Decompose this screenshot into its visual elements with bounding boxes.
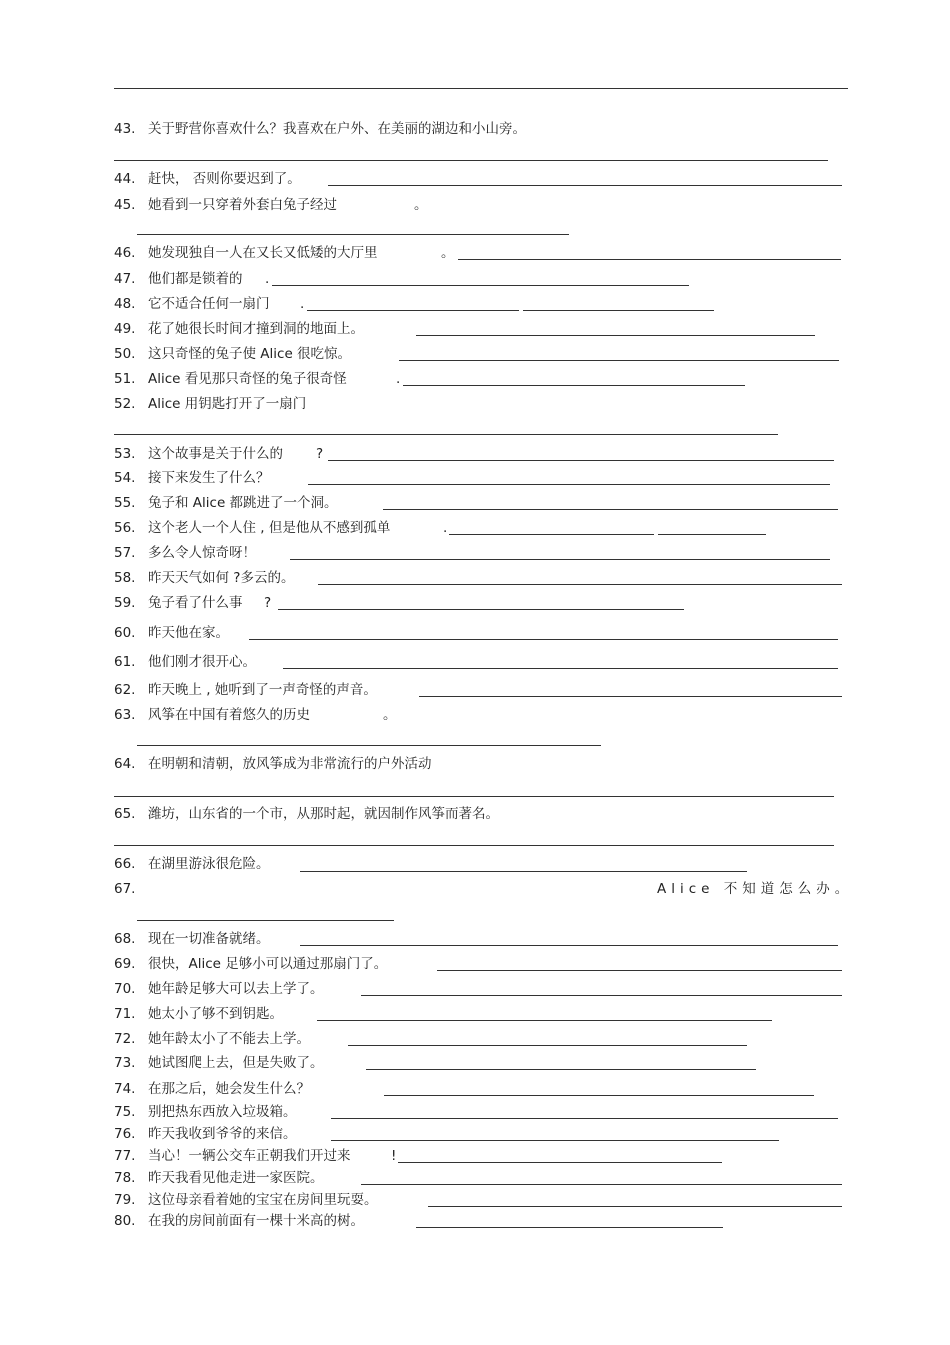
question-55 — [114, 494, 338, 512]
answer-line-78[interactable] — [361, 1184, 842, 1185]
answer-line-44[interactable] — [328, 185, 842, 186]
question-63-punct: 。 — [383, 707, 397, 723]
question-prompt: Alice 看见那只奇怪的兔子很奇怪 — [148, 371, 347, 387]
question-number: 76. — [114, 1126, 136, 1142]
question-prompt: 花了她很长时间才撞到洞的地面上。 — [148, 321, 364, 337]
question-49 — [114, 320, 364, 338]
question-43 — [114, 120, 526, 138]
answer-line-61[interactable] — [283, 668, 838, 669]
question-number: 64. — [114, 756, 136, 772]
question-prompt: 兔子和 Alice 都跳进了一个洞。 — [148, 495, 338, 511]
question-number: 55. — [114, 495, 136, 511]
question-63 — [114, 706, 310, 724]
question-prompt: 多么令人惊奇呀！ — [148, 545, 256, 561]
answer-line-58[interactable] — [318, 584, 842, 585]
question-prompt: 当心！一辆公交车正朝我们开过来 — [148, 1148, 351, 1164]
question-prompt: 它不适合任何一扇门 — [148, 296, 270, 312]
answer-line-70[interactable] — [361, 995, 842, 996]
question-number: 73. — [114, 1055, 136, 1071]
question-prompt: 在我的房间前面有一棵十米高的树。 — [148, 1213, 364, 1229]
question-number: 48. — [114, 296, 136, 312]
question-65 — [114, 805, 499, 823]
answer-line-66[interactable] — [300, 871, 747, 872]
answer-line-79[interactable] — [428, 1206, 842, 1207]
answer-line-46[interactable] — [458, 259, 841, 260]
question-prompt: 在那之后，她会发生什么？ — [148, 1081, 310, 1097]
question-prompt: 潍坊，山东省的一个市，从那时起，就因制作风筝而著名。 — [148, 806, 499, 822]
answer-line-80[interactable] — [416, 1227, 723, 1228]
question-number: 61. — [114, 654, 136, 670]
question-70 — [114, 980, 324, 998]
question-number: 51. — [114, 371, 136, 387]
question-prompt: Alice 用钥匙打开了一扇门 — [148, 396, 307, 412]
question-prompt: 现在一切准备就绪。 — [148, 931, 270, 947]
question-62 — [114, 681, 377, 699]
question-56-punct: . — [443, 520, 448, 536]
question-prompt: 这只奇怪的兔子使 Alice 很吃惊。 — [148, 346, 352, 362]
question-number: 50. — [114, 346, 136, 362]
answer-line-56a[interactable] — [449, 534, 654, 535]
question-64 — [114, 755, 432, 773]
question-number: 53. — [114, 446, 136, 462]
question-prompt: 接下来发生了什么？ — [148, 470, 270, 486]
question-44 — [114, 170, 301, 188]
question-78 — [114, 1169, 324, 1187]
answer-line-76[interactable] — [331, 1140, 779, 1141]
question-number: 47. — [114, 271, 136, 287]
question-number: 57. — [114, 545, 136, 561]
answer-line-75[interactable] — [331, 1118, 838, 1119]
question-prompt: 在明朝和清朝，放风筝成为非常流行的户外活动 — [148, 756, 432, 772]
question-76 — [114, 1125, 297, 1143]
question-60 — [114, 624, 229, 642]
question-number: 80. — [114, 1213, 136, 1229]
question-67-prompt: Alice 不知道怎么办。 — [657, 881, 854, 897]
question-number: 46. — [114, 245, 136, 261]
answer-line-50[interactable] — [399, 360, 839, 361]
question-number: 68. — [114, 931, 136, 947]
question-prompt: 她年龄足够大可以去上学了。 — [148, 981, 324, 997]
question-47-punct: . — [265, 271, 270, 287]
question-number: 44. — [114, 171, 136, 187]
question-80 — [114, 1212, 364, 1230]
question-51 — [114, 370, 347, 388]
answer-line-60[interactable] — [249, 639, 838, 640]
question-45 — [114, 196, 337, 214]
question-46-punct: 。 — [441, 245, 455, 261]
question-number: 62. — [114, 682, 136, 698]
question-number: 67. — [114, 881, 136, 897]
question-73 — [114, 1054, 324, 1072]
question-number: 70. — [114, 981, 136, 997]
question-number: 49. — [114, 321, 136, 337]
page-top-rule — [114, 88, 848, 89]
question-48 — [114, 295, 270, 313]
question-75 — [114, 1103, 297, 1121]
question-prompt: 这位母亲看着她的宝宝在房间里玩耍。 — [148, 1192, 378, 1208]
question-prompt: 他们都是锁着的 — [148, 271, 243, 287]
question-number: 60. — [114, 625, 136, 641]
answer-line-47[interactable] — [272, 285, 689, 286]
question-48-punct: . — [300, 296, 305, 312]
question-54 — [114, 469, 270, 487]
question-prompt: 这个故事是关于什么的 — [148, 446, 283, 462]
answer-line-43[interactable] — [114, 160, 828, 161]
question-number: 54. — [114, 470, 136, 486]
question-50 — [114, 345, 351, 363]
answer-line-53[interactable] — [328, 460, 834, 461]
question-prompt: 他们刚才很开心。 — [148, 654, 256, 670]
question-prompt: 昨天我看见他走进一家医院。 — [148, 1170, 324, 1186]
question-52 — [114, 395, 306, 413]
question-number: 71. — [114, 1006, 136, 1022]
question-prompt: 兔子看了什么事 — [148, 595, 243, 611]
question-prompt: 别把热东西放入垃圾箱。 — [148, 1104, 297, 1120]
question-67 — [114, 880, 148, 898]
answer-line-57[interactable] — [290, 559, 830, 560]
question-53-punct: ? — [316, 446, 324, 462]
answer-line-71[interactable] — [317, 1020, 772, 1021]
question-71 — [114, 1005, 283, 1023]
question-79 — [114, 1191, 378, 1209]
question-prompt: 赶快， 否则你要迟到了。 — [148, 171, 301, 187]
question-prompt: 昨天我收到爷爷的来信。 — [148, 1126, 297, 1142]
question-number: 78. — [114, 1170, 136, 1186]
question-prompt: 关于野营你喜欢什么？我喜欢在户外、在美丽的湖边和小山旁。 — [148, 121, 526, 137]
question-68 — [114, 930, 270, 948]
question-46 — [114, 244, 378, 262]
question-number: 43. — [114, 121, 136, 137]
question-59 — [114, 594, 243, 612]
question-77-punct: ! — [391, 1148, 397, 1164]
question-53 — [114, 445, 283, 463]
question-66 — [114, 855, 270, 873]
question-number: 79. — [114, 1192, 136, 1208]
question-number: 72. — [114, 1031, 136, 1047]
question-number: 56. — [114, 520, 136, 536]
question-61 — [114, 653, 256, 671]
question-number: 77. — [114, 1148, 136, 1164]
question-prompt: 风筝在中国有着悠久的历史 — [148, 707, 310, 723]
answer-line-59[interactable] — [278, 609, 684, 610]
question-number: 59. — [114, 595, 136, 611]
question-77 — [114, 1147, 351, 1165]
question-prompt: 这个老人一个人住 , 但是他从不感到孤单 — [148, 520, 391, 536]
answer-line-52[interactable] — [114, 434, 778, 435]
answer-line-45[interactable] — [137, 234, 569, 235]
answer-line-65[interactable] — [114, 845, 834, 846]
question-prompt: 昨天晚上 , 她听到了一声奇怪的声音。 — [148, 682, 377, 698]
answer-line-54[interactable] — [308, 484, 830, 485]
question-prompt: 她太小了够不到钥匙。 — [148, 1006, 283, 1022]
question-number: 63. — [114, 707, 136, 723]
question-number: 45. — [114, 197, 136, 213]
answer-line-48a[interactable] — [307, 310, 519, 311]
question-number: 58. — [114, 570, 136, 586]
question-58 — [114, 569, 294, 587]
answer-line-63[interactable] — [137, 745, 601, 746]
question-72 — [114, 1030, 310, 1048]
answer-line-67[interactable] — [137, 920, 394, 921]
question-51-punct: . — [396, 371, 401, 387]
question-prompt: 昨天他在家。 — [148, 625, 229, 641]
question-69 — [114, 955, 387, 973]
answer-line-62[interactable] — [419, 696, 842, 697]
question-prompt: 她看到一只穿着外套白兔子经过 — [148, 197, 337, 213]
answer-line-48b[interactable] — [523, 310, 714, 311]
question-number: 66. — [114, 856, 136, 872]
question-prompt: 她试图爬上去，但是失败了。 — [148, 1055, 324, 1071]
question-prompt: 很快，Alice 足够小可以通过那扇门了。 — [148, 956, 388, 972]
question-prompt: 昨天天气如何 ?多云的。 — [148, 570, 295, 586]
question-74 — [114, 1080, 310, 1098]
answer-line-68[interactable] — [300, 945, 838, 946]
answer-line-51[interactable] — [403, 385, 745, 386]
question-47 — [114, 270, 243, 288]
answer-line-56b[interactable] — [658, 534, 766, 535]
question-number: 65. — [114, 806, 136, 822]
question-prompt: 她发现独自一人在又长又低矮的大厅里 — [148, 245, 378, 261]
answer-line-72[interactable] — [348, 1045, 747, 1046]
question-number: 74. — [114, 1081, 136, 1097]
question-56 — [114, 519, 390, 537]
question-number: 69. — [114, 956, 136, 972]
question-59-punct: ? — [264, 595, 272, 611]
answer-line-74[interactable] — [384, 1095, 814, 1096]
question-number: 75. — [114, 1104, 136, 1120]
question-prompt: 她年龄太小了不能去上学。 — [148, 1031, 310, 1047]
answer-line-69[interactable] — [437, 970, 842, 971]
answer-line-73[interactable] — [366, 1069, 756, 1070]
question-45-punct: 。 — [414, 197, 428, 213]
answer-line-55[interactable] — [383, 509, 838, 510]
question-57 — [114, 544, 256, 562]
answer-line-49[interactable] — [416, 335, 815, 336]
answer-line-64[interactable] — [114, 796, 834, 797]
answer-line-77[interactable] — [398, 1162, 722, 1163]
question-prompt: 在湖里游泳很危险。 — [148, 856, 270, 872]
question-number: 52. — [114, 396, 136, 412]
